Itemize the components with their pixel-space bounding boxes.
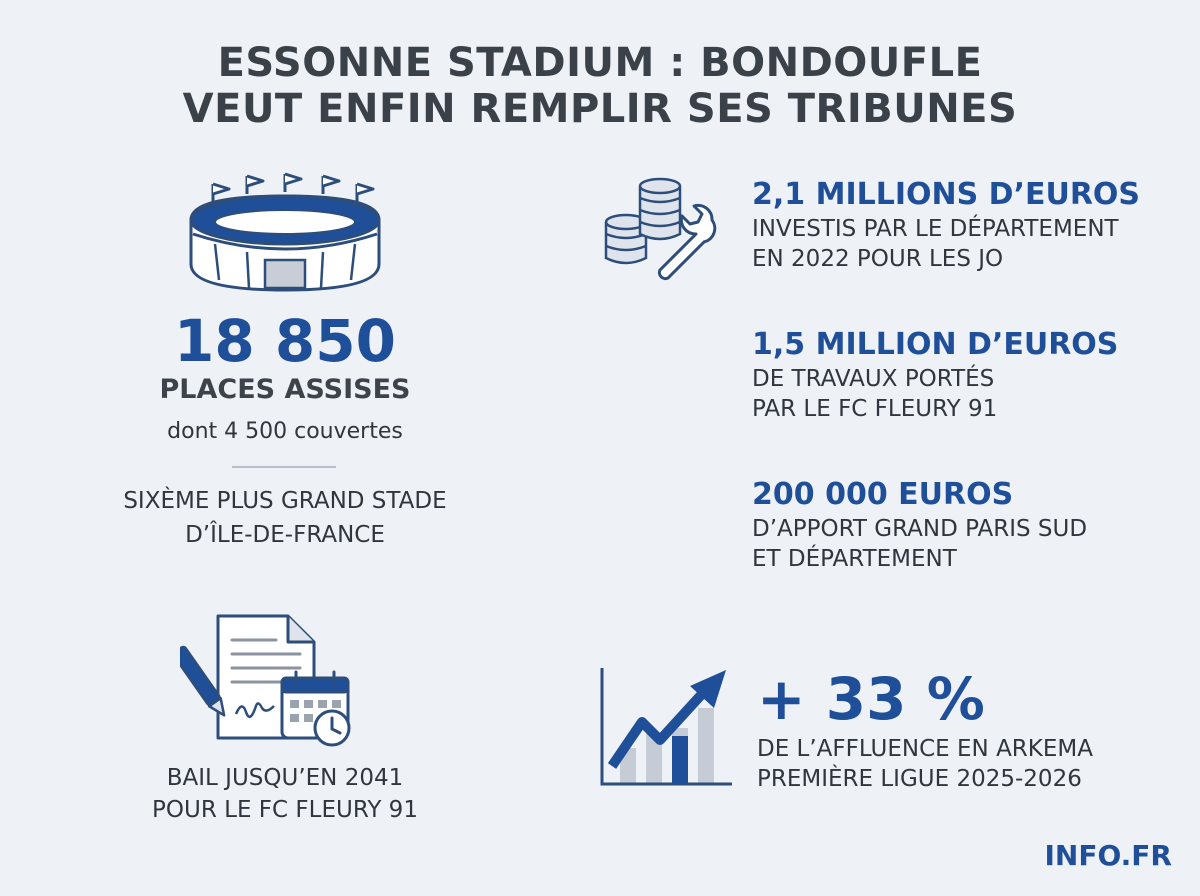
investment-3-line-1: D’APPORT GRAND PARIS SUD xyxy=(752,516,1088,542)
growth-line-2: PREMIÈRE LIGUE 2025-2026 xyxy=(757,766,1082,792)
title-line-1: ESSONNE STADIUM : BONDOUFLE xyxy=(217,40,983,86)
investment-1-line-2: EN 2022 POUR LES JO xyxy=(752,246,1004,272)
divider xyxy=(232,466,336,468)
contract-calendar-icon xyxy=(180,612,360,756)
growth-chart-icon xyxy=(598,664,738,794)
rank-line-2: D’ÎLE-DE-FRANCE xyxy=(185,522,385,548)
lease-line-1: BAIL JUSQU’EN 2041 xyxy=(166,765,404,791)
title-line-2: VEUT ENFIN REMPLIR SES TRIBUNES xyxy=(182,86,1018,132)
investment-1-line-1: INVESTIS PAR LE DÉPARTEMENT xyxy=(752,216,1119,242)
investment-1-amount: 2,1 MILLIONS D’EUROS xyxy=(752,177,1141,212)
page-title xyxy=(0,40,1200,132)
investment-3-amount: 200 000 EUROS xyxy=(752,477,1014,512)
coins-wrench-icon xyxy=(602,176,732,300)
capacity-detail: dont 4 500 couvertes xyxy=(167,419,403,444)
capacity-label: PLACES ASSISES xyxy=(159,374,411,405)
stadium-rank xyxy=(80,484,490,552)
lease-text xyxy=(100,762,470,826)
lease-line-2: POUR LE FC FLEURY 91 xyxy=(152,797,418,823)
growth-line-1: DE L’AFFLUENCE EN ARKEMA xyxy=(757,736,1093,762)
stadium-icon xyxy=(185,172,385,306)
investment-2-line-1: DE TRAVAUX PORTÉS xyxy=(752,366,995,392)
investment-1 xyxy=(752,176,1140,274)
investment-3 xyxy=(752,476,1087,574)
growth-text xyxy=(757,734,1093,794)
growth-value: + 33 % xyxy=(757,665,985,733)
investment-2-amount: 1,5 MILLION D’EUROS xyxy=(752,327,1119,362)
investment-3-line-2: ET DÉPARTEMENT xyxy=(752,546,957,572)
investment-2 xyxy=(752,326,1118,424)
capacity-number: 18 850 xyxy=(174,307,396,375)
brand-logo: INFO.FR xyxy=(1044,839,1172,872)
rank-line-1: SIXÈME PLUS GRAND STADE xyxy=(123,488,447,514)
investment-2-line-2: PAR LE FC FLEURY 91 xyxy=(752,396,998,422)
